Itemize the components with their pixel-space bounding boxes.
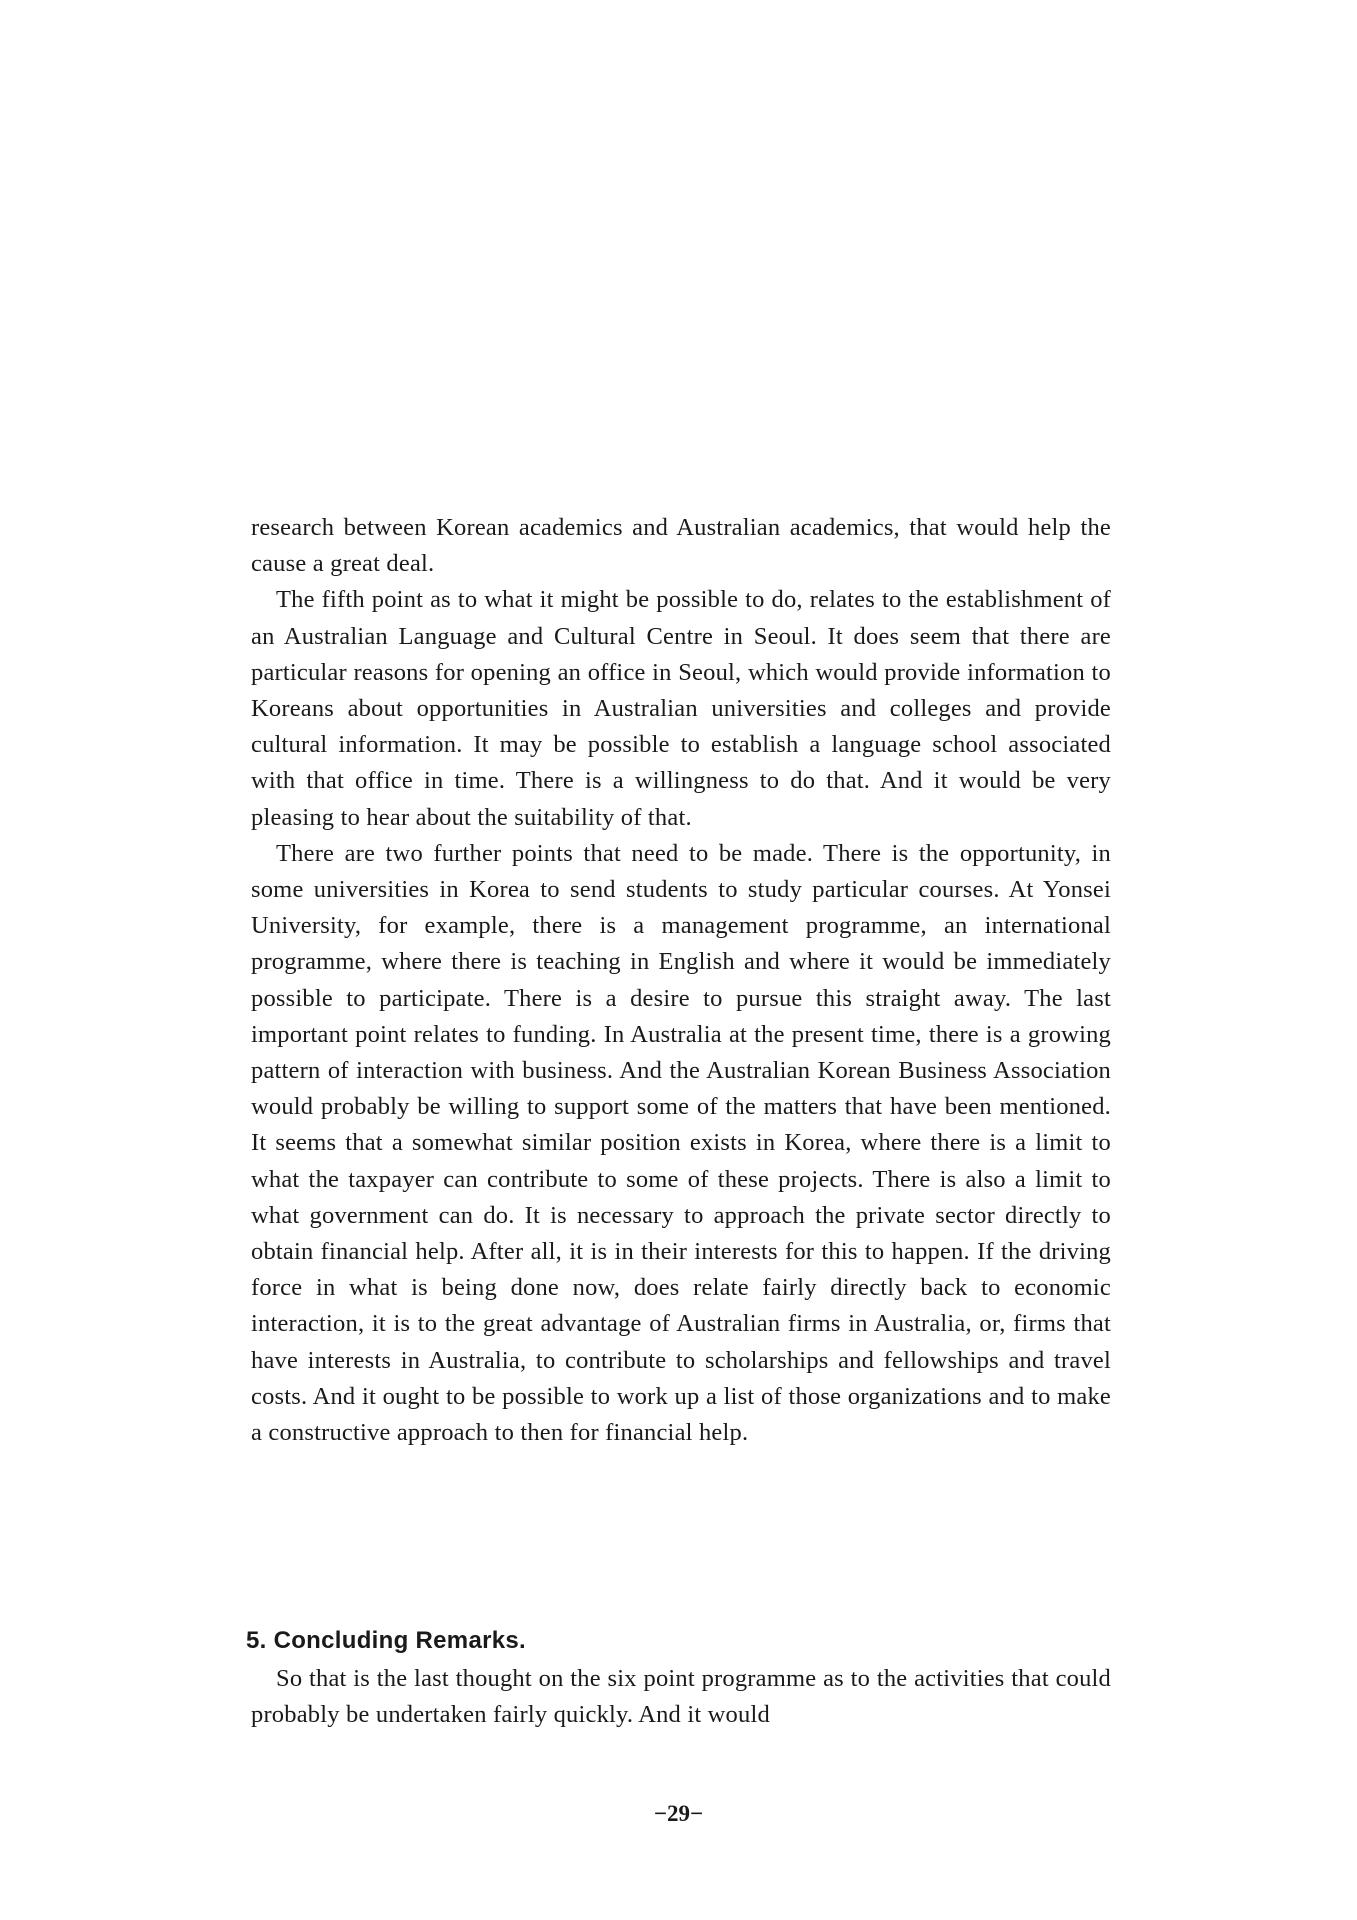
- body-text: [251, 510, 1111, 1451]
- section-heading: 5. Concluding Remarks.: [246, 1627, 526, 1654]
- concluding-text: [251, 1661, 1111, 1733]
- paragraph-continuation: research between Korean academics and Australian academics, that would help the cause a great deal.: [251, 514, 1111, 578]
- page-number: −29−: [653, 1801, 704, 1826]
- paragraph-concluding: So that is the last thought on the six point programme as to the activities that could probably be undertaken fairly quickly. And it would: [251, 1665, 1111, 1729]
- paragraph-fifth-point: The fifth point as to what it might be possible to do, relates to the establishment of an Australian Language and Cultural Centre in Seoul. It does seem that there are particular reasons for opening an office in Seoul, which would provide information to Koreans about opportunities in Australian universities and colleges and provide cultural information. It may be possible to establish a language school associated with that office in time. There is a willingness to do that. And it would be very pleasing to hear about the suitability of that.: [251, 586, 1111, 831]
- paragraph-further-points: There are two further points that need to be made. There is the opportunity, in some universities in Korea to send students to study particular courses. At Yonsei University, for example, there is a management programme, an international programme, where there is teaching in English and where it would be immediately possible to participate. There is a desire to pursue this straight away. The last important point relates to funding. In Australia at the present time, there is a growing pattern of interaction with business. And the Australian Korean Business Association would probably be willing to support some of the matters that have been mentioned. It seems that a somewhat similar position exists in Korea, where there is a limit to what the taxpayer can contribute to some of these projects. There is also a limit to what government can do. It is necessary to approach the private sector directly to obtain financial help. After all, it is in their interests for this to happen. If the driving force in what is being done now, does relate fairly directly back to economic interaction, it is to the great advantage of Australian firms in Australia, or, firms that have interests in Australia, to contribute to scholarships and fellowships and travel costs. And it ought to be possible to work up a list of those organizations and to make a constructive approach to then for financial help.: [251, 839, 1111, 1447]
